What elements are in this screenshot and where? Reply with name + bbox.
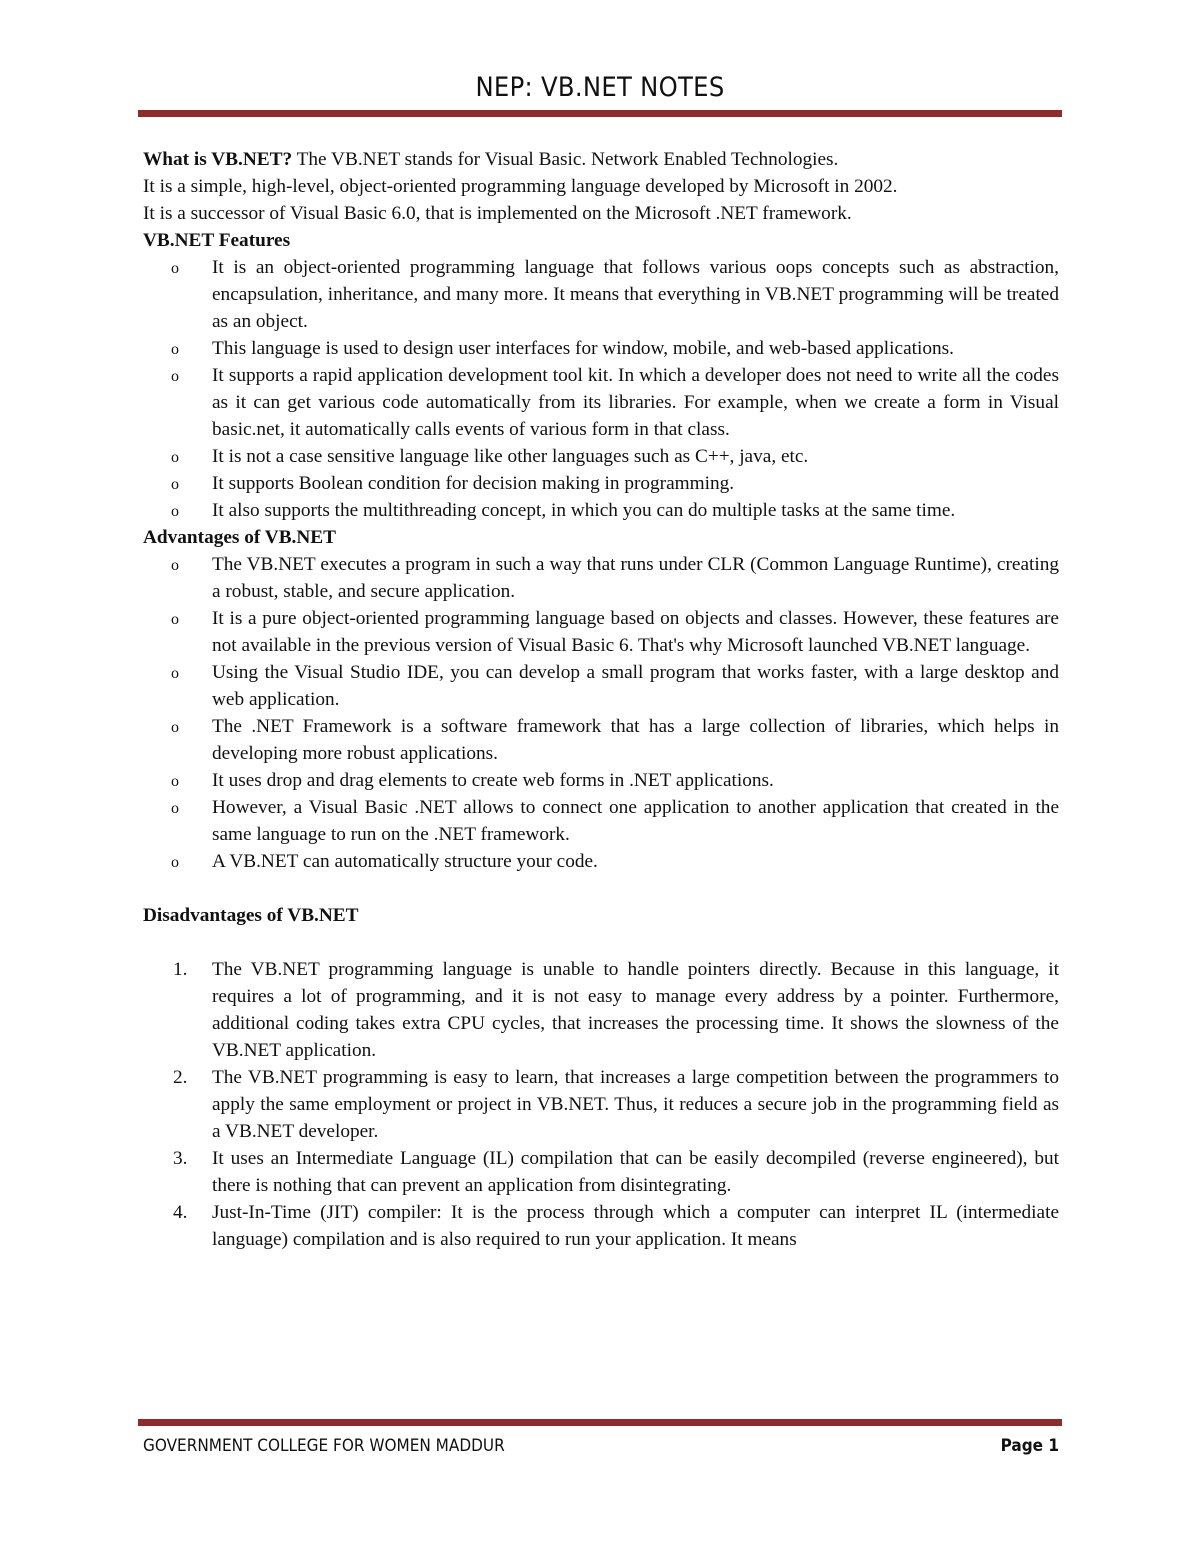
list-item: o It is not a case sensitive language like other languages such as C++, java, etc.	[143, 443, 1059, 470]
list-item: o The VB.NET executes a program in such a way that runs under CLR (Common Language Runtime), creating a robust, stable, and secure application.	[171, 554, 1059, 602]
list-item: o However, a Visual Basic .NET allows to connect one application to another application that created in the same language to run on the .NET framework.	[171, 797, 1059, 845]
page-number: Page 1	[1000, 1436, 1059, 1456]
list-item: o This language is used to design user interfaces for window, mobile, and web-based applications.	[143, 335, 1059, 362]
bullet-icon: o	[171, 557, 179, 574]
bullet-icon: o	[171, 260, 179, 277]
question-label: What is VB.NET?	[143, 149, 293, 170]
list-item: o The .NET Framework is a software framework that has a large collection of libraries, which helps in developing more robust applications.	[171, 716, 1059, 764]
bullet-icon: o	[171, 368, 179, 385]
header-divider	[138, 110, 1062, 117]
intro-paragraph-2: It is a simple, high-level, object-oriented programming language developed by Microsoft in 2002.	[143, 176, 898, 197]
list-item: 4. Just-In-Time (JIT) compiler: It is the process through which a computer can interpret IL (intermediate language) compilation and is also required to run your application. It means	[143, 1199, 1059, 1253]
spacer	[143, 929, 1059, 956]
bullet-icon: o	[171, 341, 179, 358]
bullet-icon: o	[171, 773, 179, 790]
bullet-icon: o	[171, 800, 179, 817]
intro-question	[143, 146, 1059, 173]
bullet-icon: o	[171, 854, 179, 871]
disadvantages-heading: Disadvantages of VB.NET	[143, 905, 359, 926]
list-item: o It uses drop and drag elements to create web forms in .NET applications.	[143, 767, 1059, 794]
list-item: o It also supports the multithreading concept, in which you can do multiple tasks at the same time.	[143, 497, 1059, 524]
features-heading: VB.NET Features	[143, 230, 291, 251]
item-number: 1.	[173, 959, 188, 980]
list-item: 3. It uses an Intermediate Language (IL) compilation that can be easily decompiled (reverse engineered), but there is nothing that can prevent an application from disintegrating.	[143, 1145, 1059, 1199]
bullet-icon: o	[171, 503, 179, 520]
disadvantages-list	[143, 956, 1059, 1253]
list-item: 2. The VB.NET programming is easy to learn, that increases a large competition between the programmers to apply the same employment or project in VB.NET. Thus, it reduces a secure job in the programming field as a VB.NET developer.	[143, 1064, 1059, 1145]
item-number: 2.	[173, 1067, 188, 1088]
list-item: o It is a pure object-oriented programming language based on objects and classes. However, these features are not available in the previous version of Visual Basic 6. That's why Microsoft launched VB.NET language.	[171, 608, 1059, 656]
list-item: o It supports Boolean condition for decision making in programming.	[143, 470, 1059, 497]
list-item: o It supports a rapid application development tool kit. In which a developer does not need to write all the codes as it can get various code automatically from its libraries. For example, when we create a form in Visual basic.net, it automatically calls events of various form in that class.	[171, 365, 1059, 440]
item-number: 4.	[173, 1202, 188, 1223]
page-header-title: NEP: VB.NET NOTES	[475, 72, 725, 103]
advantages-list	[143, 551, 1059, 875]
advantages-heading: Advantages of VB.NET	[143, 527, 337, 548]
bullet-icon: o	[171, 611, 179, 628]
item-number: 3.	[173, 1148, 188, 1169]
bullet-icon: o	[171, 449, 179, 466]
bullet-icon: o	[171, 719, 179, 736]
footer-institution: GOVERNMENT COLLEGE FOR WOMEN MADDUR	[143, 1436, 505, 1456]
features-list	[143, 254, 1059, 524]
list-item: 1. The VB.NET programming language is unable to handle pointers directly. Because in this language, it requires a lot of programming, and it is not easy to manage every address by a pointer. Furthermore, additional coding takes extra CPU cycles, that increases the processing time. It shows the slowness of the VB.NET application.	[143, 956, 1059, 1064]
intro-paragraph-3: It is a successor of Visual Basic 6.0, that is implemented on the Microsoft .NET framework.	[143, 203, 852, 224]
question-answer: The VB.NET stands for Visual Basic. Network Enabled Technologies.	[292, 149, 839, 170]
list-item: o It is an object-oriented programming language that follows various oops concepts such as abstraction, encapsulation, inheritance, and many more. It means that everything in VB.NET programming will be treated as an object.	[171, 257, 1059, 332]
bullet-icon: o	[171, 476, 179, 493]
list-item: o A VB.NET can automatically structure your code.	[143, 848, 1059, 875]
footer-divider	[138, 1419, 1062, 1426]
bullet-icon: o	[171, 665, 179, 682]
document-body	[143, 146, 1059, 1253]
spacer	[143, 875, 1059, 902]
list-item: o Using the Visual Studio IDE, you can develop a small program that works faster, with a large desktop and web application.	[171, 662, 1059, 710]
